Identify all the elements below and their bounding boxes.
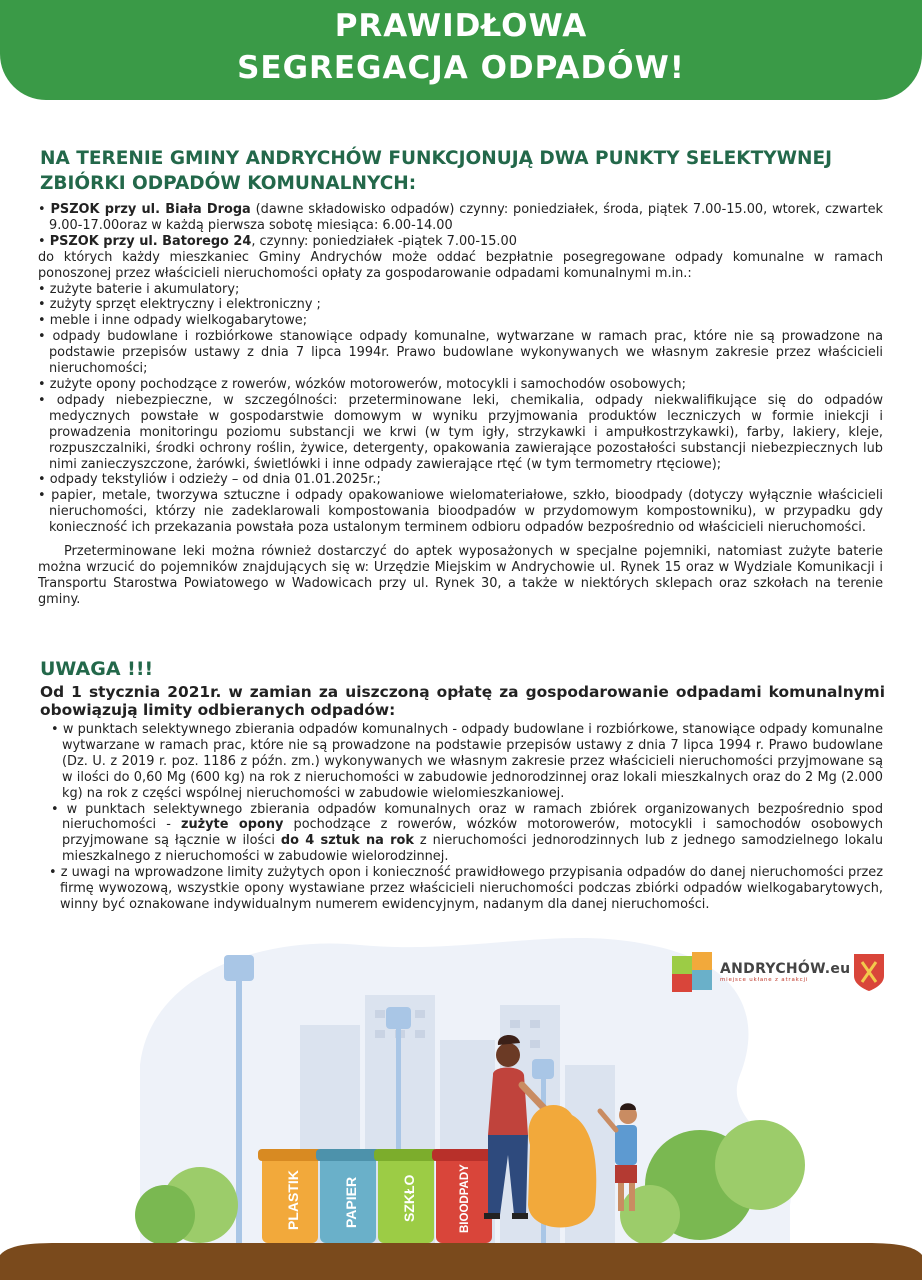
list-item: • odpady tekstyliów i odzieży – od dnia 01.01.2025r.; [38,472,381,488]
list-item: • papier, metale, tworzywa sztuczne i odpady opakowaniowe wielomateriałowe, szkło, bioodpady (dotyczy wyłącznie właścicieli nieruchomości, którzy nie zadeklarowali kompostowania bioodpadów w przydomowym kompostowniku), w przypadku gdy konieczność ich przekazania powstała poza ustalonym terminem odbioru odpadów bezpośrednio od właścicieli nieruchomości. [38,488,884,536]
bin-label: BIOODPADY [459,1164,471,1233]
pszok-2-hours: , czynny: poniedziałek -piątek 7.00-15.00 [251,233,517,249]
pszok-1-name: PSZOK przy ul. Biała Droga [50,202,251,217]
bin-label: SZKŁO [401,1174,417,1222]
bin-bioodpady [432,1149,496,1243]
andrychow-logo [672,952,887,992]
pszok-2-name: PSZOK przy ul. Batorego 24 [49,233,252,249]
uwaga-item-2: • w punktach selektywnego zbierania odpadów komunalnych oraz w ramach zbiórek organizowanych bezpośrednio spod nieruchomości - zużyte opony pochodzące z rowerów, wózków motorowerów, motocykli i samochodów osobowych przyjmowane są łącznie w ilości do 4 sztuk na rok z nieruchomości jednorodzinnych lub z jednego samodzielnego lokalu mieszkalnego z nieruchomości w zabudowie wielorodzinnej. [51,801,884,865]
pszok-item-2: • PSZOK przy ul. Batorego 24, czynny: poniedziałek -piątek 7.00-15.00 [38,233,517,249]
coat-of-arms-icon [852,952,886,992]
uwaga-item-3: • z uwagi na wprowadzone limity zużytych opon i konieczność prawidłowego przypisania odpadów do danej nieruchomości przez firmę wywozową, wszystkie opony wystawiane przez właścicieli nieruchomości podczas zbiórki odpadów wielkogabarytowych, winny być oznakowane indywidualnym numerem ewidencyjnym, nadanym dla danej nieruchomości. [49,865,883,912]
info-paragraph: Przeterminowane leki można również dostarczyć do aptek wyposażonych w specjalne pojemniki, natomiast zużyte baterie można wrzucić do pojemników znajdujących się w: Urzędzie Miejskim w Andrychowie ul. Rynek 15 oraz w Wydziale Komunikacji i Transportu Starostwa Powiatowego w Wadowicach przy ul. Rynek 30, a także w niektórych sklepach oraz szkołach na terenie gminy. [38,544,883,607]
bin-plastik [258,1149,322,1243]
pszok-item-1: • PSZOK przy ul. Biała Droga (dawne składowisko odpadów) czynny: poniedziałek, środa, piątek 7.00-15.00, wtorek, czwartek 9.00-17.00oraz w każdą pierwsza sobotę miesiąca: 6.00-14.00 [38,202,883,233]
list-item: • zużyte opony pochodzące z rowerów, wózków motorowerów, motocykli i samochodów osobowych; [38,376,686,392]
uwaga-lead: Od 1 stycznia 2021r. w zamian za uiszczoną opłatę za gospodarowanie odpadami komunalnymi obowiązują limity odbieranych odpadów: [40,683,885,719]
ground [0,1243,922,1280]
logo-name: ANDRYCHÓW.eu [720,961,851,977]
list-item: • zużyte baterie i akumulatory; [38,281,240,297]
uwaga-item-1: • w punktach selektywnego zbierania odpadów komunalnych - odpady budowlane i rozbiórkowe, stanowiące odpady komunalne wytwarzane w ramach prac, które nie są prowadzone na podstawie przepisów ustawy z dnia 7 lipca 1994 r. Prawo budowlane (Dz. U. z 2019 r. poz. 1186 z późn. zm.) wykonywanych we własnym zakresie przez właścicieli nieruchomości przyjmowane są w ilości do 0,60 Mg (600 kg) na rok z nieruchomości w zabudowie jednorodzinnej oraz lokali mieszkalnych oraz do 2 Mg (2.000 kg) na rok z części wspólnej nieruchomości w zabudowie wielomieszkaniowej. [51,722,883,801]
uwaga-heading: UWAGA !!! [40,658,154,680]
logo-tagline: miejsce ukłane z atrakcji [720,977,809,983]
bin-label: PLASTIK [285,1170,301,1230]
list-item: • odpady budowlane i rozbiórkowe stanowiące odpady komunalne, wytwarzane w ramach prac, które nie są prowadzone na podstawie przepisów ustawy z dnia 7 lipca 1994r. Prawo budowlane wykonywanych we własnym zakresie przez właścicieli nieruchomości; [38,329,883,377]
uwaga-list [40,722,883,913]
bin-szklo [374,1149,438,1243]
title-line-2: SEGREGACJA ODPADÓW! [237,50,685,86]
list-item: • zużyty sprzęt elektryczny i elektroniczny ; [38,297,321,313]
list-item: • odpady niebezpieczne, w szczególności: przeterminowane leki, chemikalia, odpady niekwalifikujące się do odpadów medycznych powstałe w gospodarstwie domowym w wyniku przyjmowania produktów leczniczych w formie iniekcji i prowadzenia monitoringu poziomu substancji we krwi (w tym igły, strzykawki i ampułkostrzykawki), farby, lakiery, kleje, rozpuszczalniki, środki ochrony roślin, żywice, detergenty, opakowania zawierające pozostałości substancji niebezpiecznych lub nimi zanieczyszczone, żarówki, świetlówki i inne odpady zawierające rtęć (w tym termometry rtęciowe); [38,392,883,472]
logo-mark-icon [672,952,714,992]
list-item: • meble i inne odpady wielkogabarytowe; [38,313,308,329]
section-heading: NA TERENIE GMINY ANDRYCHÓW FUNKCJONUJĄ DWA PUNKTY SELEKTYWNEJ ZBIÓRKI ODPADÓW KOMUNALNYCH: [40,148,833,194]
bin-label: PAPIER [343,1176,359,1228]
title-banner [0,0,922,100]
bin-papier [316,1149,380,1243]
intro-text: do których każdy mieszkaniec Gminy Andrychów może oddać bezpłatnie posegregowane odpady komunalne w ramach ponoszonej przez właścicieli nieruchomości opłaty za gospodarowanie odpadami komunalnymi m.in.: [38,249,883,281]
pszok-list [38,202,883,536]
title-line-1: PRAWIDŁOWA [334,8,588,44]
pszok-1-hours: (dawne składowisko odpadów) czynny: poniedziałek, środa, piątek 7.00-15.00, wtorek, czwartek 9.00-17.00oraz w każdą pierwsza sobotę miesiąca: 6.00-14.00 [49,202,883,233]
